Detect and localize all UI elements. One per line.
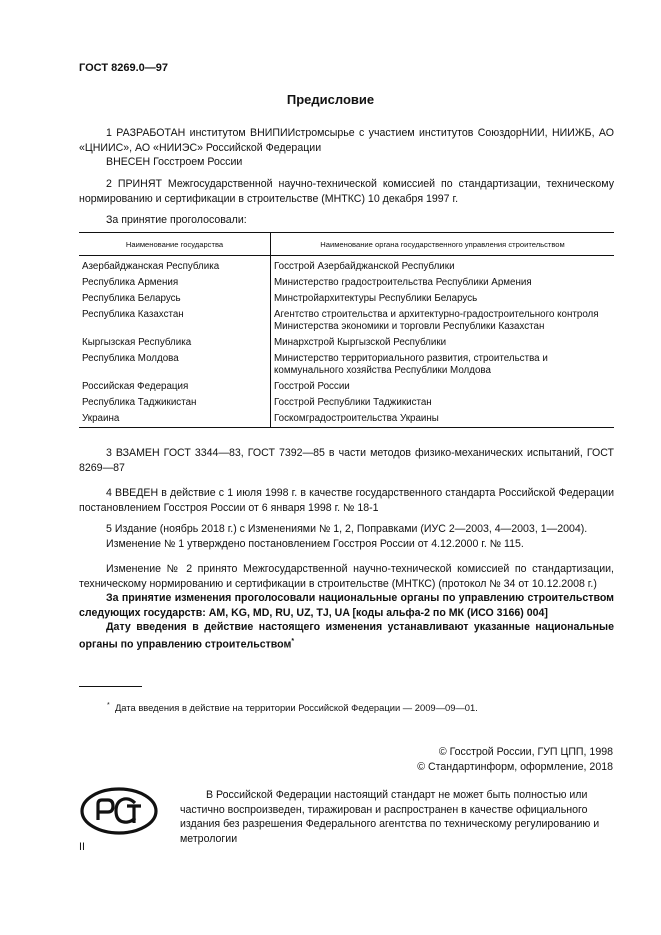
authority-cell: Госстрой Азербайджанской Республики [274, 261, 455, 272]
table-row [79, 256, 614, 276]
footnote [107, 702, 478, 713]
authority-cell: Госкомградостроительства Украины [271, 411, 615, 428]
authority-cell: Госстрой Республики Таджикистан [274, 397, 432, 408]
table-row [79, 291, 614, 307]
footnote-mark: * [107, 702, 110, 709]
state-cell: Республика Армения [79, 275, 271, 291]
table-row [79, 351, 614, 379]
table-row [79, 335, 614, 351]
paragraph-replaces: 3 ВЗАМЕН ГОСТ 3344—83, ГОСТ 7392—85 в части методов физико-механических испытаний, ГОСТ 8269—87 [79, 447, 614, 474]
authority-cell: Минархстрой Кыргызской Республики [274, 337, 447, 348]
edition-line: 5 Издание (ноябрь 2018 г.) с Изменениями № 1, 2, Поправками (ИУС 2—2003, 4—2003, 1—2004). [106, 523, 588, 535]
state-cell: Республика Молдова [79, 351, 271, 379]
paragraph-developed-text: 1 РАЗРАБОТАН институтом ВНИПИИстромсырье с участием институтов СоюздорНИИ, НИИЖБ, АО «ЦНИИС», АО «НИИЭС» Российской Федерации [79, 127, 614, 154]
paragraph-enacted: 4 ВВЕДЕН в действие с 1 июля 1998 г. в качестве государственного стандарта Российской Федерации постановлением Госстроя России от 6 января 1998 г. № 18-1 [79, 487, 614, 514]
state-cell: Республика Таджикистан [79, 395, 271, 411]
copyright-line-1: © Госстрой России, ГУП ЦПП, 1998 [438, 746, 613, 758]
state-cell: Российская Федерация [79, 379, 271, 395]
table-row [79, 379, 614, 395]
rst-certification-mark-icon [79, 786, 159, 841]
state-cell: Азербайджанская Республика [79, 256, 271, 276]
vote-intro: За принятие проголосовали: [106, 214, 247, 226]
paragraph-introduced-text: ВНЕСЕН Госстроем России [106, 156, 243, 169]
table-header-row [79, 233, 614, 256]
authority-cell: Министерство градостроительства Республики Армения [274, 277, 532, 288]
change2-block [79, 562, 614, 652]
page-number: II [79, 841, 85, 853]
voting-states-table [79, 232, 614, 428]
table-row [79, 395, 614, 411]
standard-notice: В Российской Федерации настоящий стандарт не может быть полностью или частично воспроизведен, тиражирован и распространен в качестве официального издания без разрешения Федерального агентства по техническому регулированию и метрологии [180, 789, 600, 845]
change2-date-bold [79, 620, 614, 652]
footnote-separator [79, 686, 142, 687]
paragraph-edition [79, 522, 614, 551]
authority-cell: Госстрой России [274, 381, 350, 392]
table-row [79, 307, 614, 335]
state-cell: Республика Казахстан [79, 307, 271, 335]
state-cell: Республика Беларусь [79, 291, 271, 307]
state-cell: Украина [79, 411, 271, 428]
state-cell: Кыргызская Республика [79, 335, 271, 351]
page-title: Предисловие [286, 92, 375, 107]
change2-vote-bold: За принятие изменения проголосовали национальные органы по управлению строительством следующих государств: AM, KG, MD, RU, UZ, TJ, UA [коды альфа-2 по МК (ИСО 3166) 004] [79, 592, 614, 619]
column-header-authority: Наименование органа государственного управления строительством [271, 233, 615, 256]
authority-cell: Агентство строительства и архитектурно-градостроительного контроля Министерства экономики и торговли Республики Казахстан [274, 309, 599, 332]
table-row [79, 275, 614, 291]
change1-line: Изменение № 1 утверждено постановлением Госстроя России от 4.12.2000 г. № 115. [106, 537, 524, 550]
authority-cell: Министерство территориального развития, строительства и коммунального хозяйства Республики Молдова [274, 353, 548, 376]
change2-date-text: Дату введения в действие настоящего изменения устанавливают указанные национальные органы по управлению строительством [79, 621, 614, 651]
footnote-reference: * [291, 637, 295, 645]
document-code: ГОСТ 8269.0—97 [79, 62, 168, 74]
copyright-line-2: © Стандартинформ, оформление, 2018 [417, 761, 613, 773]
footnote-text: Дата введения в действие на территории Российской Федерации — 2009—09—01. [114, 702, 478, 714]
paragraph-developed [79, 126, 614, 170]
column-header-state: Наименование государства [79, 233, 271, 256]
change2-text: Изменение № 2 принято Межгосударственной научно-технической комиссией по стандартизации, техническому нормированию и сертификации в строительстве (МНТКС) (протокол № 34 от 10.12.2008 г.) [79, 563, 614, 590]
table-row [79, 411, 614, 428]
paragraph-adopted: 2 ПРИНЯТ Межгосударственной научно-технической комиссией по стандартизации, техническому нормированию и сертификации в строительстве (МНТКС) 10 декабря 1997 г. [79, 178, 614, 205]
authority-cell: Минстройархитектуры Республики Беларусь [274, 293, 478, 304]
